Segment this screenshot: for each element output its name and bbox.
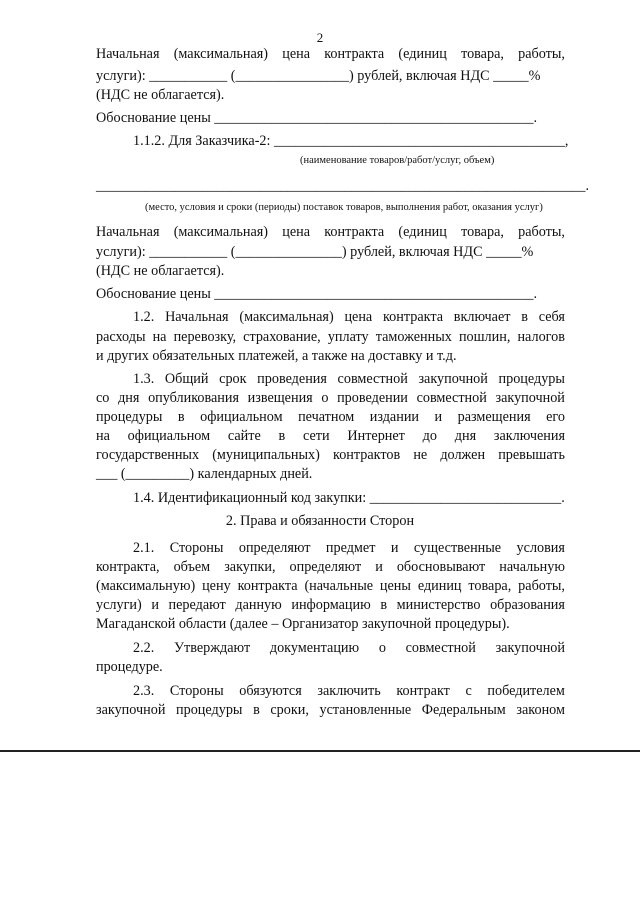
clause-2-3-line-1 <box>133 681 565 701</box>
word: (максимальную) <box>96 578 196 594</box>
word: услуги) <box>96 597 142 613</box>
word: обосновывают <box>396 559 486 575</box>
word: работы, <box>518 224 565 240</box>
word: Стороны <box>169 683 224 699</box>
word: опубликования <box>148 390 239 406</box>
goods-caption: (наименование товаров/работ/услуг, объем) <box>300 155 495 166</box>
word: передают <box>168 597 226 613</box>
word: условия <box>516 540 565 556</box>
word: о <box>378 640 386 656</box>
word: и <box>151 597 159 613</box>
word: победителем <box>487 683 565 699</box>
word: не <box>413 447 428 463</box>
word: на <box>152 329 167 345</box>
clause-2-1-line-4 <box>96 595 565 615</box>
customer-2-label: 1.1.2. Для Заказчика-2: _________________________________________, <box>133 133 569 149</box>
word: контракта <box>383 309 444 325</box>
clause-2-1-line-2 <box>96 557 565 577</box>
clause-2-2-text: процедуре. <box>96 659 163 675</box>
clause-1-3-line-3 <box>96 407 565 427</box>
clause-1-2-line-2 <box>96 327 565 347</box>
page-bottom-rule <box>0 750 640 752</box>
word: расходы <box>96 329 146 345</box>
word: 2.1. <box>133 540 155 556</box>
word: контракта <box>324 46 385 62</box>
word: извещения <box>247 390 313 406</box>
word: сайте <box>227 428 261 444</box>
word: (единиц <box>398 224 447 240</box>
justification-line-1 <box>96 108 565 128</box>
clause-1-3-line-4 <box>96 426 565 446</box>
word: данную <box>235 597 282 613</box>
word: контракта <box>237 578 298 594</box>
word: перевозку, <box>173 329 237 345</box>
clause-1-3-days: ___ (_________) календарных дней. <box>96 466 313 482</box>
clause-2-2-line-1 <box>133 638 565 658</box>
word: товара, <box>461 224 504 240</box>
word: включает <box>453 309 511 325</box>
word: контракт <box>396 683 450 699</box>
word: закупочной <box>495 640 565 656</box>
price-line-3 <box>96 222 565 242</box>
price-amount-text: услуги): ___________ (________________) рублей, включая НДС _____% <box>96 68 541 84</box>
word: министерство <box>396 597 481 613</box>
word: 1.3. <box>133 371 155 387</box>
word: установленные <box>319 702 412 718</box>
word: страхование, <box>243 329 321 345</box>
word: Общий <box>164 371 209 387</box>
word: закупочной <box>495 390 565 406</box>
word: совместной <box>337 371 408 387</box>
word: с <box>465 683 472 699</box>
word: и <box>434 409 443 425</box>
price-amount-text-2: услуги): ___________ (_______________) рублей, включая НДС _____% <box>96 244 534 260</box>
price-line-4 <box>96 242 565 262</box>
word: в <box>521 309 528 325</box>
word: законом <box>516 702 565 718</box>
word: на <box>96 428 110 444</box>
word: совместной <box>405 640 476 656</box>
word: (единиц <box>398 46 447 62</box>
place-blank: _____________________________________________________________________. <box>96 178 590 194</box>
word: начальную <box>499 559 565 575</box>
word: Интернет <box>347 428 405 444</box>
justification-text-2: Обоснование цены _____________________________________________. <box>96 286 538 302</box>
word: Начальная <box>96 224 160 240</box>
word: в <box>278 428 286 444</box>
word: процедуры <box>96 409 163 425</box>
clause-2-3-line-2 <box>96 700 565 720</box>
word: печатном <box>298 409 355 425</box>
clause-2-1-text: Магаданской области (далее – Организатор закупочной процедуры). <box>96 616 510 632</box>
word: государственных <box>96 447 200 463</box>
word: работы, <box>518 578 565 594</box>
clause-1-3-line-1 <box>133 369 565 389</box>
word: Утверждают <box>173 640 251 656</box>
clause-1-3-line-2 <box>96 388 565 408</box>
clause-1-4-line <box>133 488 565 508</box>
word: о <box>321 390 329 406</box>
word: (начальные <box>304 578 374 594</box>
word: совместной <box>416 390 487 406</box>
place-caption: (место, условия и сроки (периоды) поставок товаров, выполнения работ, оказания услуг) <box>145 202 543 213</box>
word: (максимальная) <box>173 46 269 62</box>
word: уплату <box>327 329 369 345</box>
word: процедуры <box>176 702 243 718</box>
clause-2-1-line-3 <box>96 576 565 596</box>
word: контракта <box>324 224 385 240</box>
word: таможенных <box>375 329 452 345</box>
word: существенные <box>413 540 502 556</box>
justification-text: Обоснование цены _____________________________________________. <box>96 110 538 126</box>
word: цену <box>202 578 231 594</box>
word: проведения <box>257 371 327 387</box>
word: цена <box>344 309 373 325</box>
word: образования <box>490 597 565 613</box>
vat-note-text-2: (НДС не облагается). <box>96 263 225 279</box>
word: Стороны <box>169 540 224 556</box>
word: в <box>380 597 388 613</box>
word: проведении <box>337 390 408 406</box>
word: товара, <box>461 46 504 62</box>
word: дня <box>118 390 140 406</box>
vat-note-text: (НДС не облагается). <box>96 87 225 103</box>
word: информацию <box>291 597 371 613</box>
section-2-title: 2. Права и обязанности Сторон <box>225 513 415 529</box>
word: дня <box>454 428 477 444</box>
word: Начальная <box>96 46 160 62</box>
word: (муниципальных) <box>212 447 320 463</box>
procurement-code-text: 1.4. Идентификационный код закупки: ___________________________. <box>133 490 565 506</box>
vat-note-2 <box>96 261 565 281</box>
word: товара, <box>468 578 512 594</box>
word: официальном <box>127 428 211 444</box>
word: в <box>253 702 260 718</box>
word: Начальная <box>165 309 229 325</box>
word: заключения <box>493 428 565 444</box>
word: закупочной <box>96 702 166 718</box>
word: цены <box>379 578 411 594</box>
word: и <box>375 559 383 575</box>
clause-1-2-line-3 <box>96 346 565 366</box>
word: размещения <box>457 409 531 425</box>
word: единиц <box>417 578 462 594</box>
word: себя <box>538 309 565 325</box>
word: заключить <box>317 683 381 699</box>
word: в <box>177 409 185 425</box>
clause-1-2-line-1 <box>133 307 565 327</box>
word: закупки, <box>224 559 276 575</box>
word: 2.2. <box>133 640 155 656</box>
price-line-1 <box>96 44 565 64</box>
word: 2.3. <box>133 683 155 699</box>
word: определяют <box>289 559 362 575</box>
word: Федеральным <box>421 702 506 718</box>
word: документацию <box>269 640 360 656</box>
price-line-2 <box>96 66 565 86</box>
word: закупочной <box>418 371 488 387</box>
word: работы, <box>518 46 565 62</box>
word: определяют <box>238 540 311 556</box>
place-line <box>96 176 590 196</box>
word: и <box>390 540 399 556</box>
clause-1-3-line-6 <box>96 464 565 484</box>
vat-note-1 <box>96 85 565 105</box>
word: (максимальная) <box>173 224 269 240</box>
justification-line-2 <box>96 284 565 304</box>
word: процедуры <box>498 371 565 387</box>
word: пошлин, <box>458 329 511 345</box>
word: цена <box>282 224 311 240</box>
clause-1-3-line-5 <box>96 445 565 465</box>
word: сроки, <box>270 702 309 718</box>
clause-2-1-line-5 <box>96 614 565 634</box>
word: (максимальная) <box>239 309 334 325</box>
word: предмет <box>325 540 376 556</box>
word: издании <box>369 409 419 425</box>
word: до <box>422 428 437 444</box>
word: контракта, <box>96 559 160 575</box>
word: обязуются <box>239 683 302 699</box>
customer-2-line <box>133 131 569 151</box>
clause-2-1-line-1 <box>133 538 565 558</box>
clause-1-2-text: и других обязательных платежей, а также на доставку и т.д. <box>96 348 457 364</box>
page-number: 2 <box>316 30 324 45</box>
word: объем <box>173 559 211 575</box>
word: налогов <box>517 329 565 345</box>
clause-2-2-line-2 <box>96 657 565 677</box>
word: его <box>546 409 565 425</box>
word: 1.2. <box>133 309 155 325</box>
word: официальном <box>200 409 283 425</box>
word: контрактов <box>333 447 401 463</box>
word: срок <box>219 371 247 387</box>
word: цена <box>282 46 311 62</box>
word: должен <box>440 447 486 463</box>
word: сети <box>303 428 330 444</box>
word: со <box>96 390 110 406</box>
word: превышать <box>498 447 565 463</box>
